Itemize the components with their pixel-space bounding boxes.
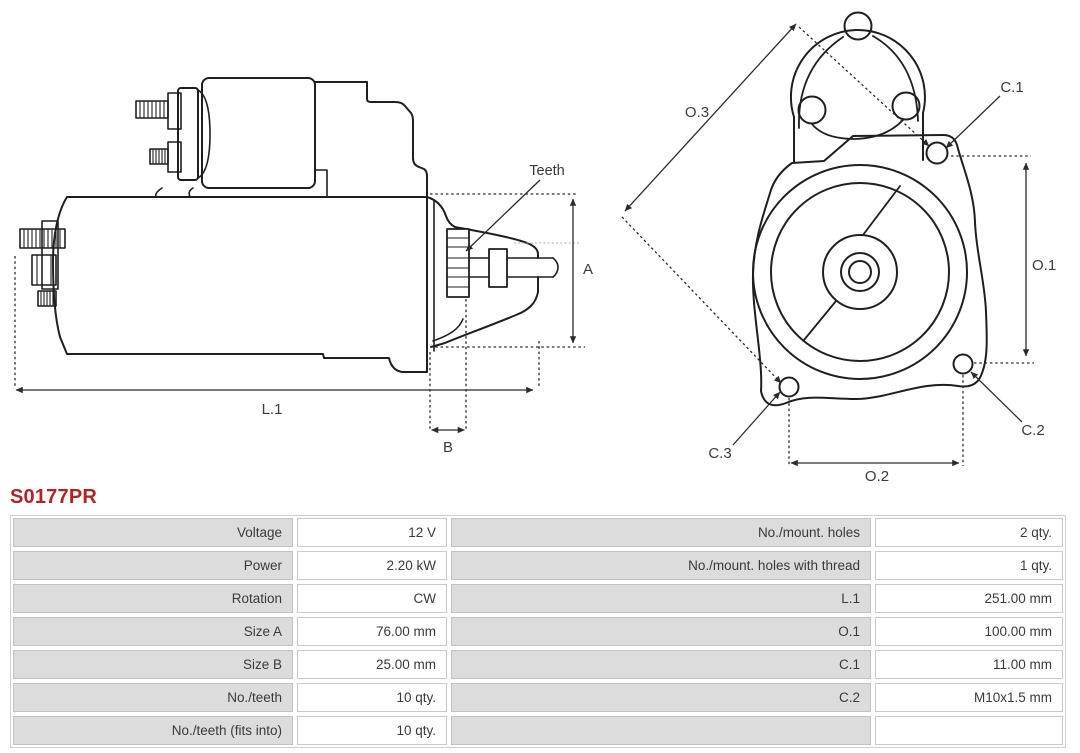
spec-label-cell: No./teeth — [13, 683, 293, 712]
spec-label-cell — [451, 716, 871, 745]
spec-value-cell — [875, 716, 1063, 745]
front-view-label-c2: C.2 — [1021, 422, 1045, 439]
front-view-label-c3: C.3 — [708, 445, 732, 462]
spec-value-cell: 10 qty. — [297, 683, 447, 712]
spec-label-cell: O.1 — [451, 617, 871, 646]
spec-value-cell: 12 V — [297, 518, 447, 547]
spec-label-cell: Power — [13, 551, 293, 580]
spec-label-cell: C.1 — [451, 650, 871, 679]
part-number: S0177PR — [10, 486, 98, 508]
side-view-label-l1: L.1 — [261, 401, 283, 418]
hole-c1 — [927, 143, 948, 164]
bearing-circles — [753, 165, 967, 379]
spec-table — [10, 515, 1066, 748]
spec-value-cell: M10x1.5 mm — [875, 683, 1063, 712]
side-view-label-b: B — [442, 439, 454, 456]
side-view — [20, 78, 558, 372]
spec-label-cell: L.1 — [451, 584, 871, 613]
side-view-label-teeth: Teeth — [529, 163, 565, 179]
side-view-label-a: A — [583, 261, 594, 278]
front-view-label-o2: O.2 — [864, 468, 890, 485]
front-view-label-c1: C.1 — [1000, 79, 1024, 96]
c1-leader-line — [946, 96, 1000, 148]
spec-label-cell: No./mount. holes — [451, 518, 871, 547]
spec-label-cell: Rotation — [13, 584, 293, 613]
c2-leader-line — [971, 372, 1022, 422]
pinion-housing — [427, 197, 558, 347]
front-view-dimensions — [622, 24, 1034, 466]
spec-value-cell: 2.20 kW — [297, 551, 447, 580]
teeth-leader-line — [466, 180, 540, 251]
c3-leader-line — [733, 392, 780, 445]
top-bracket — [791, 13, 925, 164]
spec-value-cell: CW — [297, 584, 447, 613]
spec-label-cell: No./teeth (fits into) — [13, 716, 293, 745]
spec-value-cell: 251.00 mm — [875, 584, 1063, 613]
spec-value-cell: 100.00 mm — [875, 617, 1063, 646]
solenoid — [136, 78, 315, 197]
drive-housing — [315, 82, 427, 197]
spec-label-cell: C.2 — [451, 683, 871, 712]
hole-c2 — [954, 355, 973, 374]
front-view — [753, 13, 987, 406]
spec-value-cell: 11.00 mm — [875, 650, 1063, 679]
spec-value-cell: 1 qty. — [875, 551, 1063, 580]
spec-label-cell: Voltage — [13, 518, 293, 547]
dim-o3-line — [625, 24, 796, 211]
terminal-studs — [20, 221, 65, 306]
hole-c3 — [780, 378, 799, 397]
front-view-label-o3: O.3 — [684, 104, 710, 121]
spec-value-cell: 76.00 mm — [297, 617, 447, 646]
spec-value-cell: 10 qty. — [297, 716, 447, 745]
spec-value-cell: 25.00 mm — [297, 650, 447, 679]
front-view-label-o1: O.1 — [1032, 257, 1057, 274]
spec-value-cell: 2 qty. — [875, 518, 1063, 547]
spec-label-cell: No./mount. holes with thread — [451, 551, 871, 580]
motor-body — [53, 197, 427, 372]
spec-label-cell: Size B — [13, 650, 293, 679]
side-view-dimensions — [15, 180, 585, 430]
spec-label-cell: Size A — [13, 617, 293, 646]
